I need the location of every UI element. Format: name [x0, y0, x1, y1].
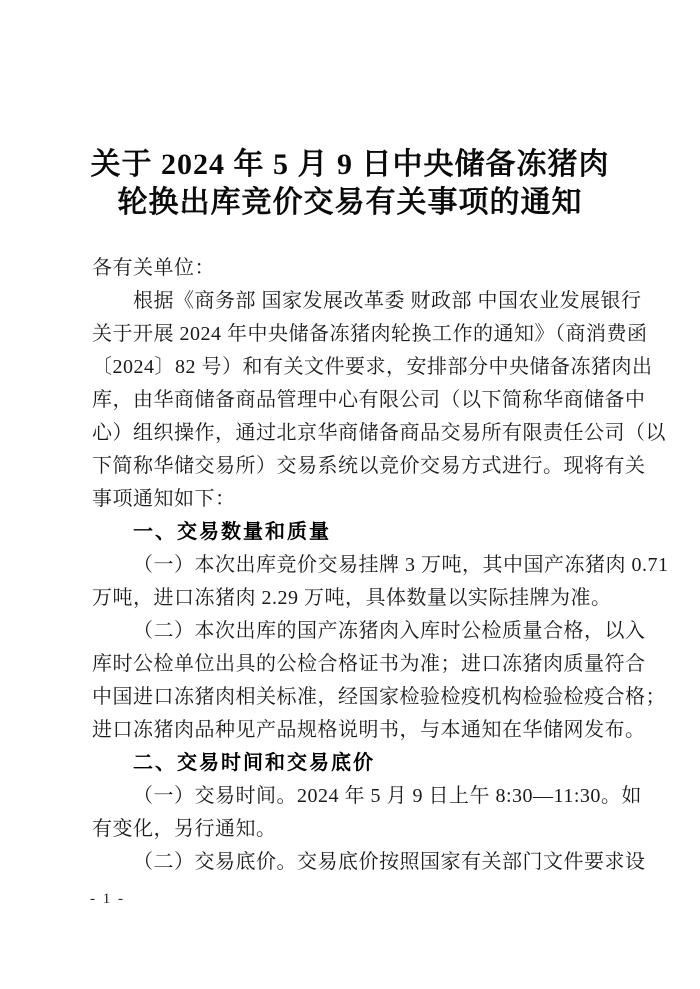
document-line: 下简称华储交易所）交易系统以竞价交易方式进行。现将有关 — [92, 455, 646, 477]
document-line: 中国进口冻猪肉相关标准，经国家检验检疫机构检验检疫合格； — [92, 686, 666, 708]
title-line-2: 轮换出库竞价交易有关事项的通知 — [117, 186, 583, 219]
section-heading-1: 一、交易数量和质量 — [133, 521, 331, 543]
document-line: 库，由华商储备商品管理中心有限公司（以下简称华商储备中 — [92, 389, 646, 411]
document-line: 万吨，进口冻猪肉 2.29 万吨，具体数量以实际挂牌为准。 — [92, 587, 612, 609]
document-line: 事项通知如下： — [92, 488, 236, 510]
document-line: 根据《商务部 国家发展改革委 财政部 中国农业发展银行 — [133, 290, 642, 312]
document-line: 进口冻猪肉品种见产品规格说明书，与本通知在华储网发布。 — [92, 719, 646, 741]
title-line-1: 关于 2024 年 5 月 9 日中央储备冻猪肉 — [90, 148, 610, 181]
document-line: （二）交易底价。交易底价按照国家有关部门文件要求设 — [133, 851, 646, 873]
document-line: （一）本次出库竞价交易挂牌 3 万吨，其中国产冻猪肉 0.71 — [133, 554, 669, 576]
document-line: （一）交易时间。2024 年 5 月 9 日上午 8:30—11:30。如 — [133, 785, 642, 807]
document-line: （二）本次出库的国产冻猪肉入库时公检质量合格，以入 — [133, 620, 646, 642]
document-line: 〔2024〕82 号）和有关文件要求，安排部分中央储备冻猪肉出 — [92, 356, 653, 378]
document-line: 关于开展 2024 年中央储备冻猪肉轮换工作的通知》（商消费函 — [92, 323, 648, 345]
document-body — [92, 252, 669, 879]
document-line: 有变化，另行通知。 — [92, 818, 277, 840]
document-line: 库时公检单位出具的公检合格证书为准；进口冻猪肉质量符合 — [92, 653, 646, 675]
page-number: - 1 - — [90, 891, 125, 907]
document-line: 心）组织操作，通过北京华商储备商品交易所有限责任公司（以 — [92, 422, 666, 444]
section-heading-2: 二、交易时间和交易底价 — [133, 752, 375, 774]
document-title — [0, 146, 700, 222]
salutation-line: 各有关单位： — [92, 257, 215, 279]
